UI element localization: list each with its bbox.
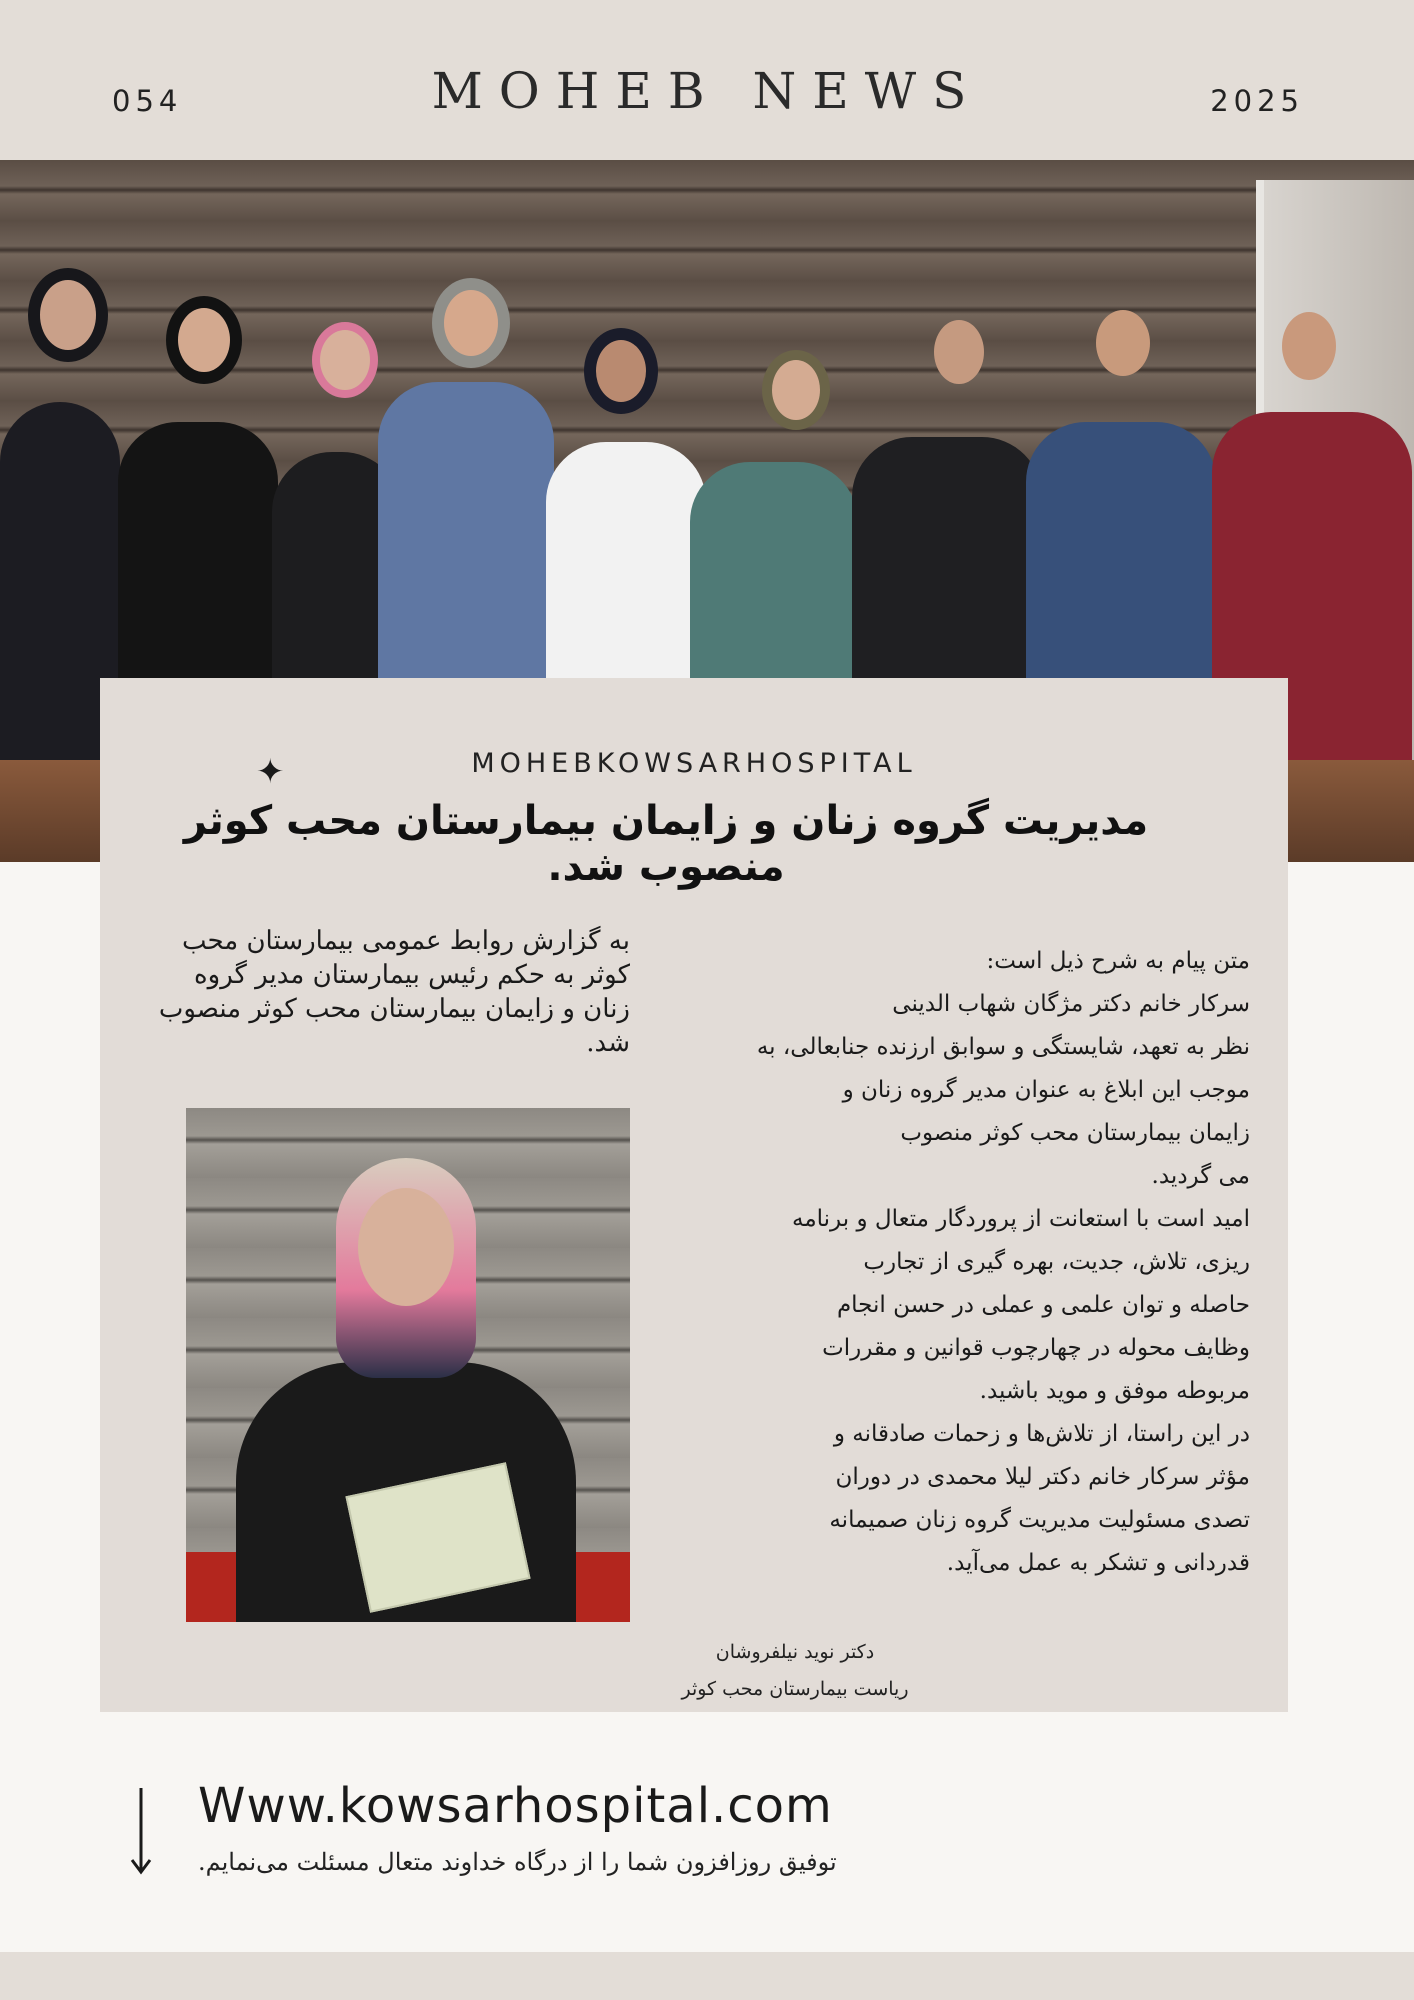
body-line: حاصله و توان علمی و عملی در حسن انجام	[836, 1292, 1250, 1318]
body-line: متن پیام به شرح ذیل است:	[986, 948, 1250, 974]
website-link[interactable]: Www.kowsarhospital.com	[198, 1778, 833, 1834]
photo-person-head	[40, 280, 96, 350]
body-line: امید است با استعانت از پروردگار متعال و برنامه	[791, 1206, 1250, 1232]
photo-person-head	[596, 340, 646, 402]
photo-person-head	[178, 308, 230, 372]
photo-person-head	[772, 360, 820, 420]
body-line: می گردید.	[1151, 1163, 1250, 1189]
article-kicker: MOHEBKOWSARHOSPITAL	[471, 748, 917, 779]
photo-person-head	[444, 290, 498, 356]
signature-name: دکتر نوید نیلفروشان	[715, 1641, 875, 1663]
portrait-face	[358, 1188, 454, 1306]
sparkle-icon: ✦	[256, 752, 285, 792]
photo-person-head	[1282, 312, 1336, 380]
portrait-photo	[186, 1108, 630, 1622]
photo-person-head	[1096, 310, 1150, 376]
body-line: ریزی، تلاش، جدیت، بهره گیری از تجارب	[863, 1249, 1250, 1275]
body-line: نظر به تعهد، شایستگی و سوابق ارزنده جنابعالی، به	[756, 1034, 1250, 1060]
body-line: در این راستا، از تلاش‌ها و زحمات صادقانه و	[833, 1421, 1250, 1447]
issue-year: 2025	[1210, 84, 1304, 118]
arrow-down-icon	[126, 1786, 156, 1876]
signature-block	[560, 1634, 1030, 1708]
article-intro: به گزارش روابط عمومی بیمارستان محب کوثر به حکم رئیس بیمارستان مدیر گروه زنان و زایمان بیمارستان محب کوثر منصوب شد.	[158, 926, 630, 1058]
issue-number: 054	[112, 84, 183, 118]
photo-person-head	[934, 320, 984, 384]
body-line: قدردانی و تشکر به عمل می‌آید.	[946, 1550, 1250, 1576]
magazine-title: MOHEB NEWS	[431, 62, 983, 120]
body-line: زایمان بیمارستان محب کوثر منصوب	[900, 1120, 1250, 1146]
article-headline: مدیریت گروه زنان و زایمان بیمارستان محب کوثر منصوب شد.	[183, 798, 1149, 890]
photo-person-head	[320, 330, 370, 390]
body-line: موجب این ابلاغ به عنوان مدیر گروه زنان و	[842, 1077, 1250, 1103]
body-line: مربوطه موفق و موید باشید.	[979, 1378, 1250, 1404]
signature-title: ریاست بیمارستان محب کوثر	[681, 1678, 909, 1700]
body-line: تصدی مسئولیت مدیریت گروه زنان صمیمانه	[829, 1507, 1250, 1533]
closing-message: توفیق روزافزون شما را از درگاه خداوند متعال مسئلت می‌نمایم.	[198, 1848, 837, 1876]
footer-band	[0, 1952, 1414, 2000]
body-line: مؤثر سرکار خانم دکتر لیلا محمدی در دوران	[835, 1464, 1250, 1490]
body-line: وظایف محوله در چهارچوب قوانین و مقررات	[822, 1335, 1250, 1361]
article-body	[690, 940, 1250, 1585]
body-line: سرکار خانم دکتر مژگان شهاب الدینی	[892, 991, 1250, 1017]
